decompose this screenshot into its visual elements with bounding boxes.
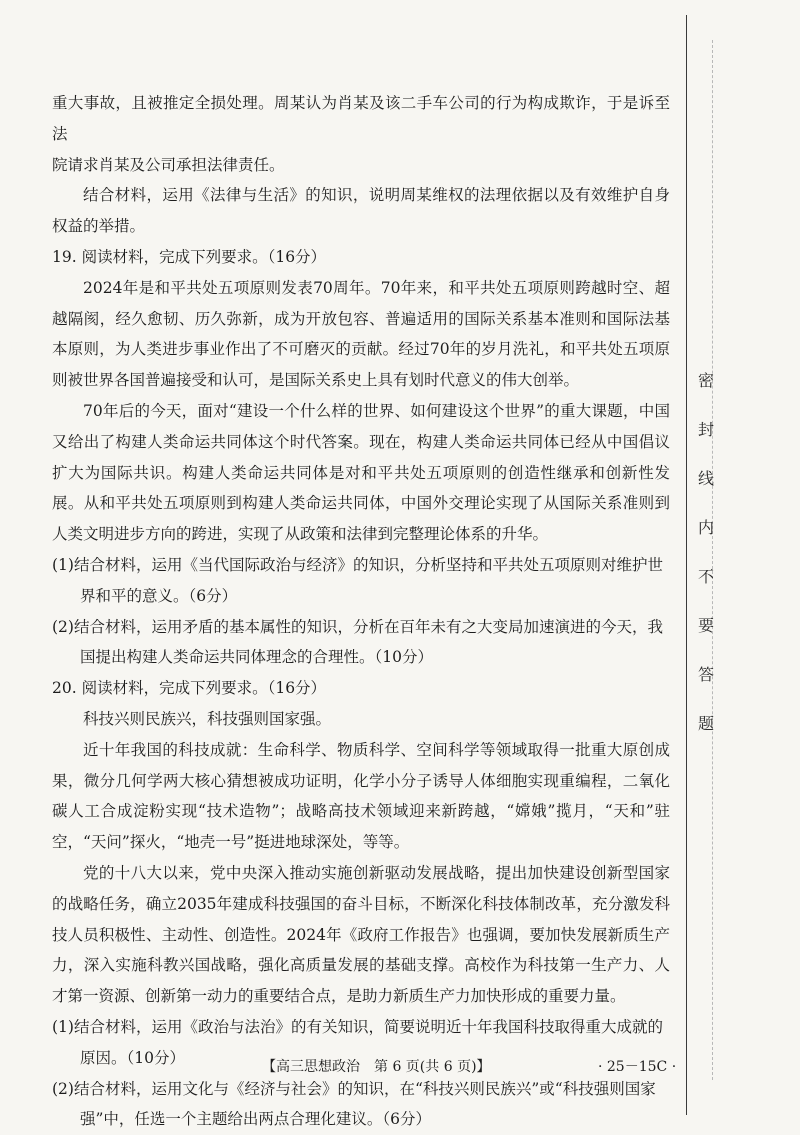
exam-code: · 25－15C · <box>598 1056 676 1076</box>
q20-subquestion-2: (2)结合材料，运用文化与《经济与社会》的知识，在“科技兴则民族兴”或“科技强则国家强”中，任选一个主题给出两点合理化建议。（6分） <box>52 1074 670 1135</box>
seal-char: 内 <box>693 515 719 564</box>
seal-line-notice <box>693 368 719 760</box>
q19-subquestion-2: (2)结合材料，运用矛盾的基本属性的知识，分析在百年未有之大变局加速演进的今天，我国提出构建人类命运共同体理念的合理性。（10分） <box>52 612 670 674</box>
q20-paragraph-1: 近十年我国的科技成就：生命科学、物质科学、空间科学等领域取得一批重大原创成果，微分几何学两大核心猜想被成功证明，化学小分子诱导人体细胞实现重编程，二氧化碳人工合成淀粉实现“技术造物”；战略高技术领域迎来新跨越，“嫦娥”揽月，“天和”驻空，“天问”探火，“地壳一号”挺进地球深处，等等。 <box>52 735 670 858</box>
seal-char: 不 <box>693 564 719 613</box>
page-content <box>52 88 670 1135</box>
seal-char: 线 <box>693 466 719 515</box>
seal-char: 封 <box>693 417 719 466</box>
q19-paragraph-2: 70年后的今天，面对“建设一个什么样的世界、如何建设这个世界”的重大课题，中国又给出了构建人类命运共同体这个时代答案。现在，构建人类命运共同体已经从中国倡议扩大为国际共识。构建人类命运共同体是对和平共处五项原则的创造性继承和创新性发展。从和平共处五项原则到构建人类命运共同体，中国外交理论实现了从国际关系准则到人类文明进步方向的跨进，实现了从政策和法律到完整理论体系的升华。 <box>52 396 670 550</box>
question-20-title: 20. 阅读材料，完成下列要求。（16分） <box>52 673 670 704</box>
q18-line-2: 院请求肖某及公司承担法律责任。 <box>52 150 670 181</box>
page-info: 【高三思想政治 第 6 页(共 6 页)】 <box>262 1056 491 1076</box>
q19-paragraph-1: 2024年是和平共处五项原则发表70周年。70年来，和平共处五项原则跨越时空、超越隔阂，经久愈韧、历久弥新，成为开放包容、普遍适用的国际关系基本准则和国际法基本原则，为人类进步事业作出了不可磨灭的贡献。经过70年的岁月洗礼，和平共处五项原则被世界各国普遍接受和认可，是国际关系史上具有划时代意义的伟大创举。 <box>52 273 670 396</box>
seal-char: 题 <box>693 711 719 760</box>
q20-paragraph-2: 党的十八大以来，党中央深入推动实施创新驱动发展战略，提出加快建设创新型国家的战略任务，确立2035年建成科技强国的奋斗目标，不断深化科技体制改革，充分激发科技人员积极性、主动性、创造性。2024年《政府工作报告》也强调，要加快发展新质生产力，深入实施科教兴国战略，强化高质量发展的基础支撑。高校作为科技第一生产力、人才第一资源、创新第一动力的重要结合点，是助力新质生产力加快形成的重要力量。 <box>52 858 670 1012</box>
q19-subquestion-1: (1)结合材料，运用《当代国际政治与经济》的知识，分析坚持和平共处五项原则对维护世界和平的意义。（6分） <box>52 550 670 612</box>
seal-char: 答 <box>693 662 719 711</box>
q18-task: 结合材料，运用《法律与生活》的知识，说明周某维权的法理依据以及有效维护自身权益的举措。 <box>52 180 670 242</box>
q18-line-1: 重大事故，且被推定全损处理。周某认为肖某及该二手车公司的行为构成欺诈，于是诉至法 <box>52 88 670 150</box>
binding-line <box>686 15 687 1115</box>
seal-char: 密 <box>693 368 719 417</box>
q20-subquestion-1: (1)结合材料，运用《政治与法治》的有关知识，简要说明近十年我国科技取得重大成就的原因。（10分） <box>52 1012 670 1074</box>
q20-slogan: 科技兴则民族兴，科技强则国家强。 <box>52 704 670 735</box>
question-19-title: 19. 阅读材料，完成下列要求。（16分） <box>52 242 670 273</box>
seal-char: 要 <box>693 613 719 662</box>
